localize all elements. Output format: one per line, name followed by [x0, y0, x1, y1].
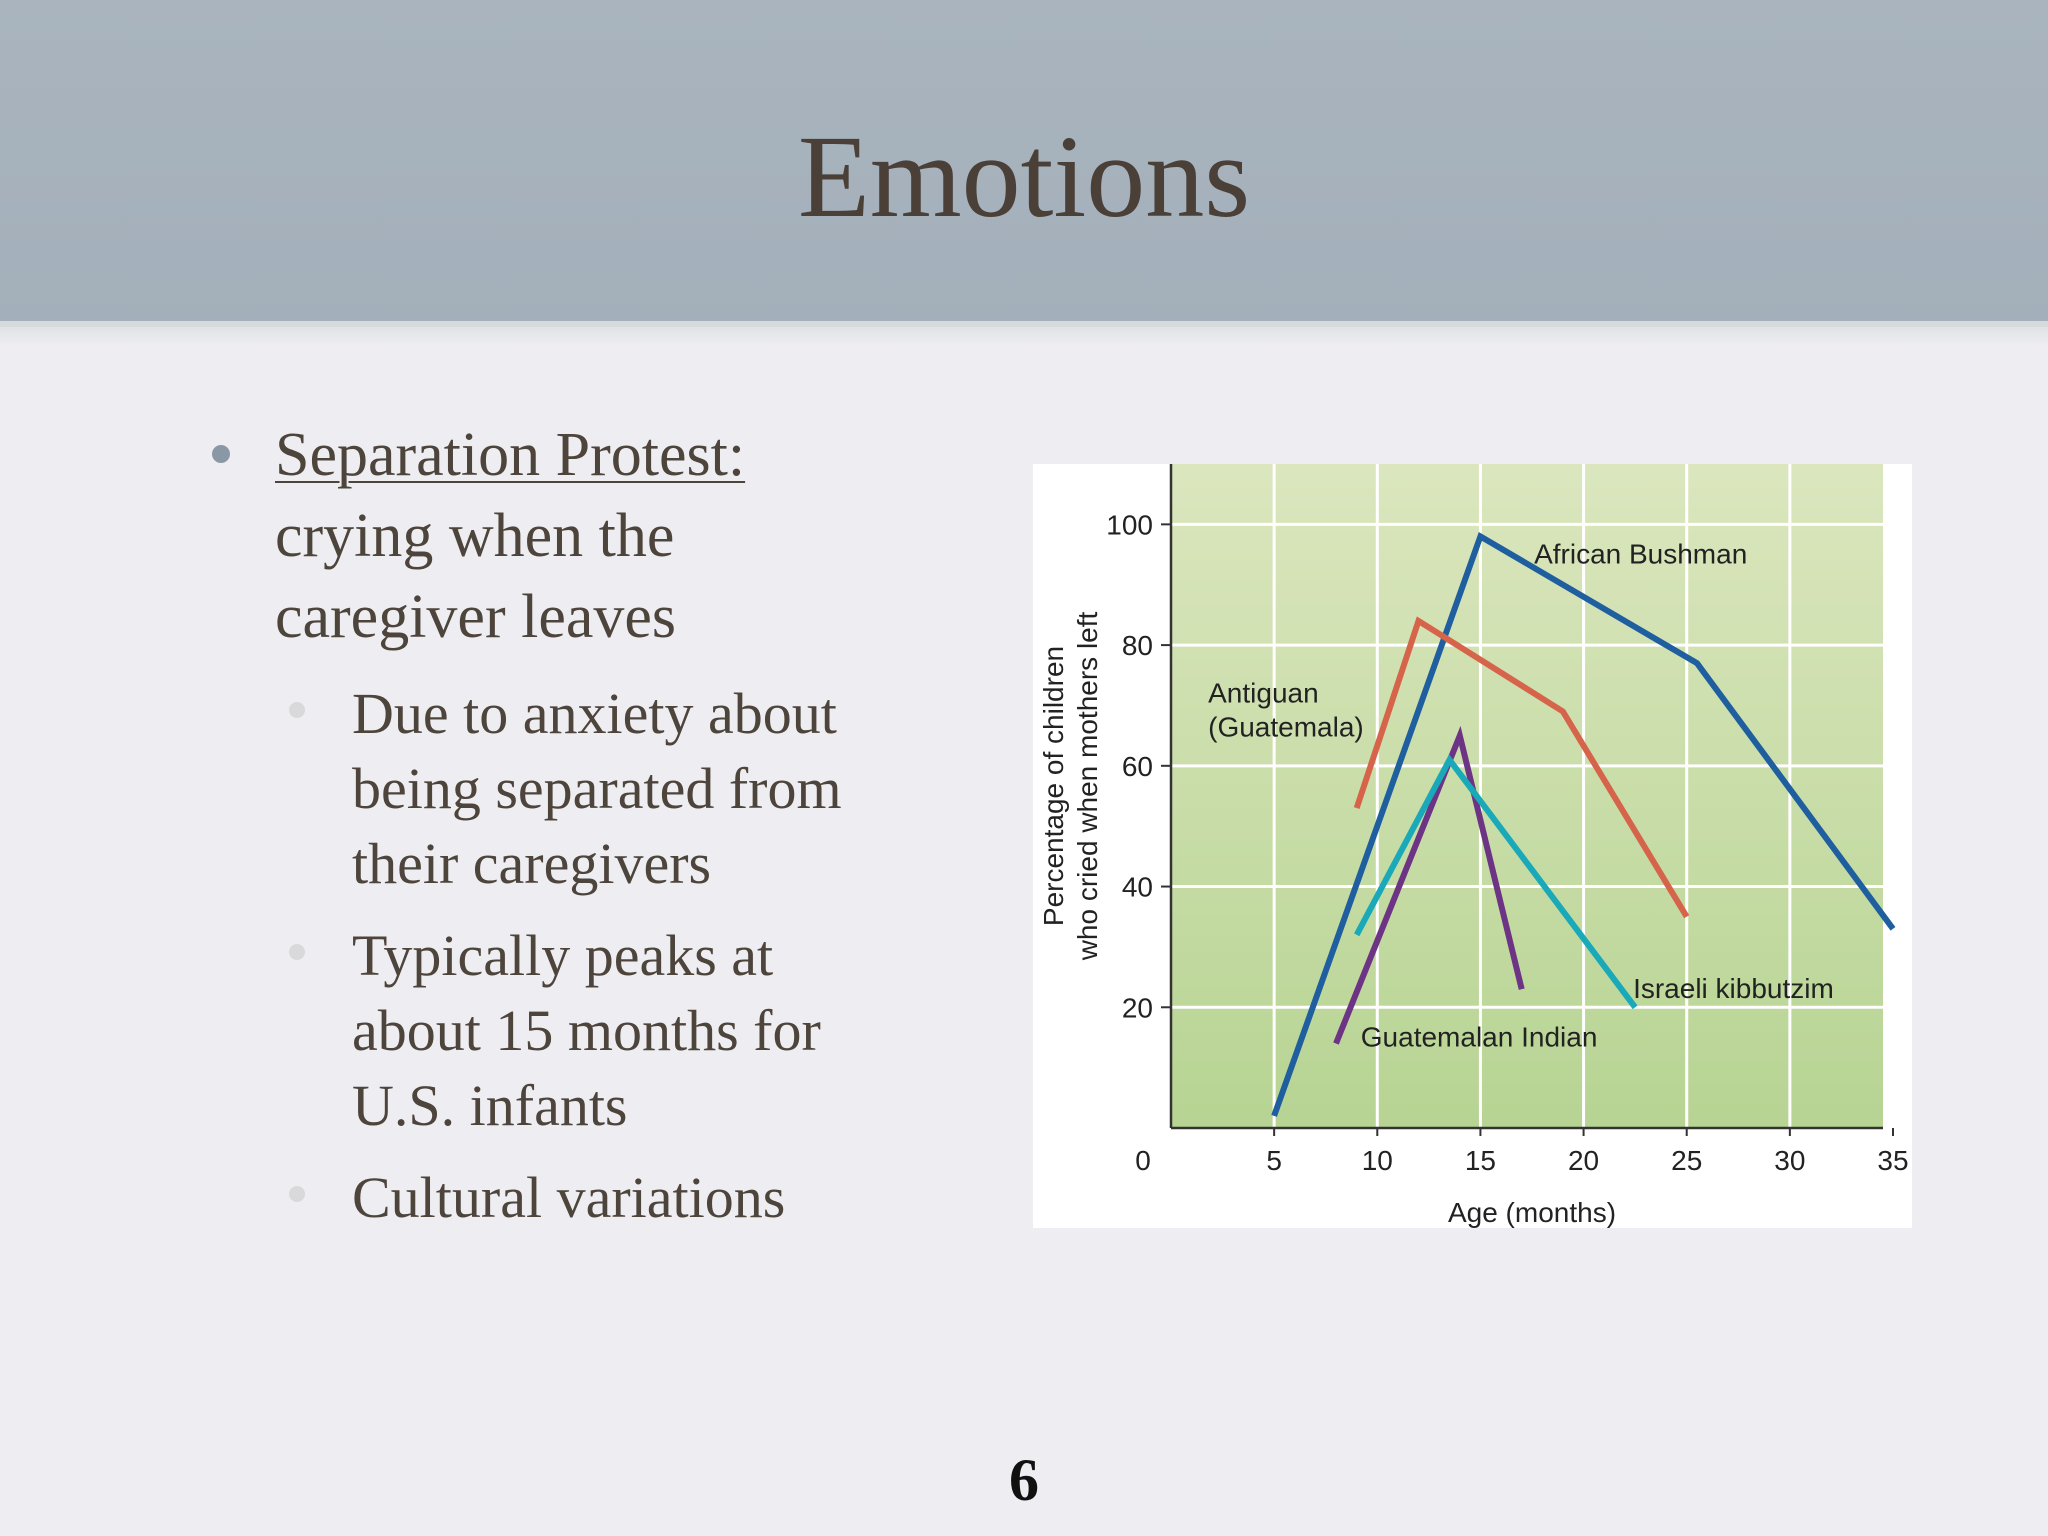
x-axis-label: Age (months)	[1447, 1197, 1617, 1228]
bullet-dot	[212, 445, 230, 463]
sub-bullet-2	[352, 918, 821, 1143]
x-tick-label: 15	[1464, 1145, 1497, 1176]
series-label: Antiguan	[1208, 677, 1319, 709]
x-tick-label: 10	[1361, 1145, 1393, 1176]
bullet-heading: Separation Protest:	[275, 421, 746, 489]
y-tick-label: 60	[1121, 750, 1153, 782]
y-axis-label	[1038, 611, 1103, 961]
sub-bullet-line: Due to anxiety about	[352, 681, 837, 746]
header-edge	[0, 327, 2048, 345]
sub-bullet-dot	[289, 1186, 305, 1202]
main-bullet	[275, 415, 745, 658]
bullet-line: crying when the	[275, 502, 675, 570]
x-tick-label: 20	[1567, 1145, 1600, 1176]
line-chart	[1033, 464, 1912, 1228]
sub-bullet-dot	[289, 702, 305, 718]
sub-bullet-line: their caregivers	[352, 831, 712, 896]
chart-panel	[1033, 464, 1912, 1228]
sub-bullet-dot	[289, 944, 305, 960]
sub-bullet-line: Typically peaks at	[352, 923, 774, 988]
x-tick-label: 0	[1135, 1145, 1151, 1176]
sub-bullet-line: about 15 months for	[352, 998, 821, 1063]
series-label: African Bushman	[1534, 538, 1748, 570]
bullet-line: caregiver leaves	[275, 583, 677, 651]
sub-bullet-3	[352, 1160, 785, 1235]
series-label: Guatemalan Indian	[1360, 1021, 1598, 1053]
x-tick-label: 35	[1877, 1145, 1909, 1176]
y-tick-label: 40	[1121, 871, 1153, 903]
series-label: (Guatemala)	[1208, 711, 1364, 743]
sub-bullet-line: Cultural variations	[352, 1165, 786, 1230]
y-tick-label: 20	[1121, 992, 1153, 1024]
sub-bullet-line: U.S. infants	[352, 1073, 628, 1138]
y-axis-label-line: who cried when mothers left	[1072, 611, 1103, 961]
sub-bullet-1	[352, 676, 842, 901]
slide-title: Emotions	[797, 111, 1251, 242]
series-label: Israeli kibbutzim	[1633, 973, 1834, 1005]
x-tick-label: 25	[1671, 1145, 1703, 1176]
y-tick-label: 100	[1106, 509, 1153, 541]
x-tick-label: 30	[1774, 1145, 1806, 1176]
page-number: 6	[1009, 1447, 1039, 1513]
x-tick-label: 5	[1266, 1145, 1282, 1176]
y-axis-label-line: Percentage of children	[1038, 645, 1069, 927]
sub-bullet-line: being separated from	[352, 756, 842, 821]
y-tick-label: 80	[1121, 630, 1153, 662]
